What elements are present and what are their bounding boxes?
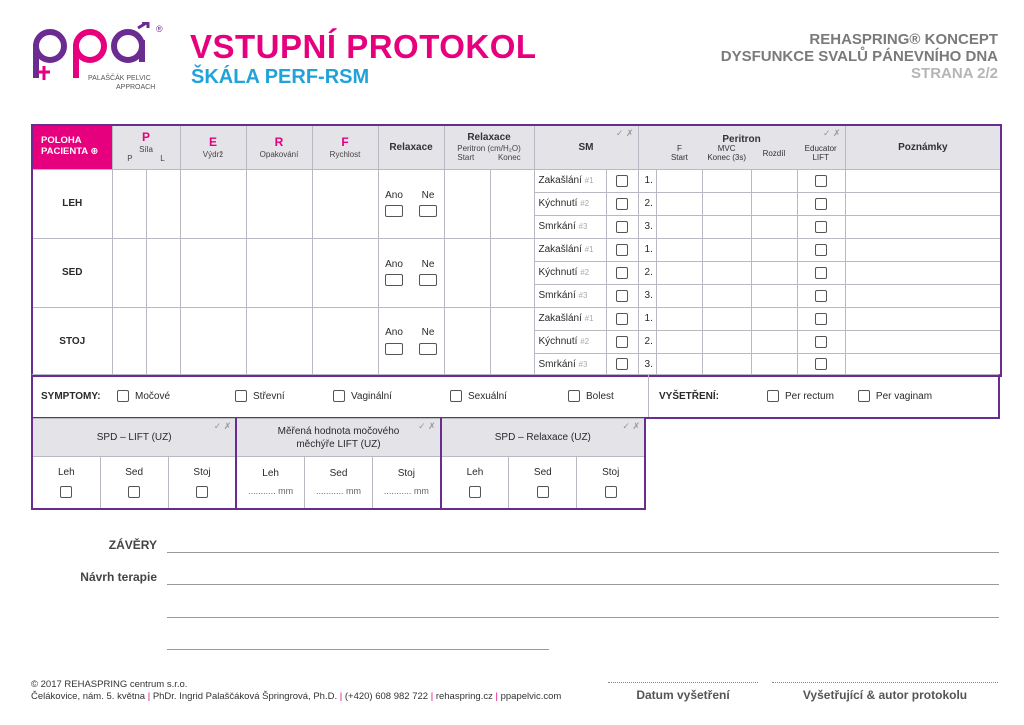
symptom-checkbox[interactable]: [235, 390, 247, 402]
peritron-rozdil-cell[interactable]: [751, 192, 797, 215]
peritron-rozdil-cell[interactable]: [751, 284, 797, 307]
educator-checkbox[interactable]: [815, 175, 827, 187]
notes-cell[interactable]: [845, 261, 1001, 284]
uz-cell: Stoj: [577, 457, 645, 509]
row-index: 1.: [638, 238, 656, 261]
peritron-mvc-cell[interactable]: [702, 192, 751, 215]
uz-cell: Sed ........... mm: [304, 457, 372, 509]
position-cell: STOJ: [32, 307, 112, 376]
sm-item-label: Smrkání #3: [534, 353, 606, 376]
educator-checkbox[interactable]: [815, 313, 827, 325]
sm-checkbox[interactable]: [616, 244, 628, 256]
peritron-f-cell[interactable]: [656, 330, 702, 353]
therapy-line-3[interactable]: [167, 649, 549, 650]
r-cell[interactable]: [246, 307, 312, 376]
row-index: 3.: [638, 215, 656, 238]
sm-checkbox[interactable]: [616, 198, 628, 210]
educator-checkbox[interactable]: [815, 290, 827, 302]
r-cell[interactable]: [246, 238, 312, 307]
sm-item-label: Smrkání #3: [534, 215, 606, 238]
sm-item-label: Kýchnutí #2: [534, 330, 606, 353]
p-left[interactable]: [112, 169, 146, 238]
page-subtitle: ŠKÁLA PERF-RSM: [191, 66, 370, 88]
header-topic: DYSFUNKCE SVALŮ PÁNEVNÍHO DNA: [720, 48, 998, 65]
relaxace-peritron-header: Relaxace Peritron (cm/H₂O) Start Konec: [444, 125, 534, 169]
educator-cell: [797, 215, 845, 238]
uz-cell: Stoj ........... mm: [373, 457, 441, 509]
footer-contacts: Čelákovice, nám. 5. května | PhDr. Ingrid Palaščáková Špringrová, Ph.D. | (+420) 608 982 722 | rehaspring.cz | ppapelvic.com: [31, 691, 562, 702]
e-cell[interactable]: [180, 238, 246, 307]
peritron-rozdil-cell[interactable]: [751, 169, 797, 192]
peritron-mvc-cell[interactable]: [702, 169, 751, 192]
f-cell[interactable]: [312, 307, 378, 376]
p-left[interactable]: [112, 307, 146, 376]
peritron-mvc-cell[interactable]: [702, 353, 751, 376]
symptoms-section: [33, 375, 648, 417]
logo-line2: APPROACH: [116, 84, 156, 91]
relaxace-cell: Ano Ne: [378, 307, 444, 376]
educator-checkbox[interactable]: [815, 221, 827, 233]
mm-field[interactable]: ........... mm: [383, 486, 429, 497]
sm-item-label: Zakašlání #1: [534, 238, 606, 261]
uz-cell: Sed: [509, 457, 577, 509]
symptom-checkbox[interactable]: [568, 390, 580, 402]
symptom-checkbox[interactable]: [450, 390, 462, 402]
therapy-line-1[interactable]: [167, 584, 999, 585]
sm-checkbox-cell: [606, 169, 638, 192]
relax-konec-cell[interactable]: [490, 307, 534, 376]
peritron-f-cell[interactable]: [656, 169, 702, 192]
position-cell: SED: [32, 238, 112, 307]
symptom-checkbox[interactable]: [333, 390, 345, 402]
therapy-label: Návrh terapie: [80, 570, 157, 584]
notes-cell[interactable]: [845, 330, 1001, 353]
r-header: R Opakování: [246, 125, 312, 169]
educator-checkbox[interactable]: [815, 198, 827, 210]
exam-option[interactable]: Per vaginam: [858, 390, 932, 402]
sm-item-label: Zakašlání #1: [534, 169, 606, 192]
uz-cell: Leh: [32, 457, 100, 509]
bladder-header: Měřená hodnota močového měchýře LIFT (UZ) ✓ ✗: [236, 419, 440, 457]
relaxace-ne-checkbox[interactable]: [419, 343, 437, 355]
notes-cell[interactable]: [845, 169, 1001, 192]
p-right[interactable]: [146, 169, 180, 238]
sm-item-label: Zakašlání #1: [534, 307, 606, 330]
peritron-mvc-cell[interactable]: [702, 215, 751, 238]
p-header: P Síla P L: [112, 125, 180, 169]
symptoms-label: SYMPTOMY:: [41, 390, 101, 402]
row-index: 2.: [638, 192, 656, 215]
sm-checkbox-cell: [606, 284, 638, 307]
notes-cell[interactable]: [845, 192, 1001, 215]
e-cell[interactable]: [180, 169, 246, 238]
educator-checkbox[interactable]: [815, 244, 827, 256]
sm-checkbox-cell: [606, 238, 638, 261]
uz-checkbox[interactable]: [537, 486, 549, 498]
sm-checkbox[interactable]: [616, 313, 628, 325]
uz-cell: Leh: [441, 457, 509, 509]
notes-cell[interactable]: [845, 215, 1001, 238]
uz-checkbox[interactable]: [196, 486, 208, 498]
notes-cell[interactable]: [845, 307, 1001, 330]
sm-item-label: Kýchnutí #2: [534, 192, 606, 215]
relaxace-cell: Ano Ne: [378, 238, 444, 307]
footer-copyright: © 2017 REHASPRING centrum s.r.o.: [31, 679, 188, 690]
peritron-header: ✓ ✗ Peritron F Start MVC Konec (3s) Rozdíl Educator LIFT: [638, 125, 845, 169]
symptom-option[interactable]: Vaginální: [333, 390, 450, 402]
uz-checkbox[interactable]: [128, 486, 140, 498]
position-header: POLOHA PACIENTA ⊕: [32, 125, 112, 169]
sm-checkbox[interactable]: [616, 290, 628, 302]
educator-cell: [797, 284, 845, 307]
educator-cell: [797, 330, 845, 353]
position-cell: LEH: [32, 169, 112, 238]
uz-cell: Sed: [100, 457, 168, 509]
therapy-line-2[interactable]: [167, 617, 999, 618]
sm-checkbox[interactable]: [616, 175, 628, 187]
symptoms-row: [31, 374, 1000, 419]
row-index: 2.: [638, 330, 656, 353]
ultrasound-table: [31, 418, 646, 510]
educator-cell: [797, 238, 845, 261]
sm-checkbox-cell: [606, 353, 638, 376]
sm-checkbox[interactable]: [616, 267, 628, 279]
educator-checkbox[interactable]: [815, 336, 827, 348]
conclusions-line[interactable]: [167, 552, 999, 553]
peritron-rozdil-cell[interactable]: [751, 307, 797, 330]
date-label: Datum vyšetření: [636, 688, 730, 702]
relaxace-ne-checkbox[interactable]: [419, 205, 437, 217]
peritron-rozdil-cell[interactable]: [751, 330, 797, 353]
conclusions-label: ZÁVĚRY: [108, 538, 157, 552]
relaxace-ano-checkbox[interactable]: [385, 343, 403, 355]
relax-konec-cell[interactable]: [490, 238, 534, 307]
sm-checkbox-cell: [606, 261, 638, 284]
spd-lift-header: SPD – LIFT (UZ) ✓ ✗: [32, 419, 236, 457]
peritron-rozdil-cell[interactable]: [751, 261, 797, 284]
uz-checkbox[interactable]: [605, 486, 617, 498]
relaxace-header: Relaxace: [378, 125, 444, 169]
examiner-signature-line[interactable]: [772, 682, 998, 683]
p-right[interactable]: [146, 307, 180, 376]
row-index: 1.: [638, 307, 656, 330]
peritron-f-cell[interactable]: [656, 307, 702, 330]
peritron-f-cell[interactable]: [656, 192, 702, 215]
symptom-option[interactable]: Sexuální: [450, 390, 568, 402]
peritron-f-cell[interactable]: [656, 353, 702, 376]
peritron-rozdil-cell[interactable]: [751, 215, 797, 238]
check-cross-icon: ✓ ✗: [622, 421, 640, 431]
relax-konec-cell[interactable]: [490, 169, 534, 238]
row-index: 1.: [638, 169, 656, 192]
sm-checkbox[interactable]: [616, 358, 628, 370]
relaxace-cell: Ano Ne: [378, 169, 444, 238]
peritron-mvc-cell[interactable]: [702, 261, 751, 284]
relaxace-ne-checkbox[interactable]: [419, 274, 437, 286]
header-page-number: STRANA 2/2: [911, 65, 998, 82]
peritron-mvc-cell[interactable]: [702, 284, 751, 307]
row-index: 2.: [638, 261, 656, 284]
row-index: 3.: [638, 353, 656, 376]
f-cell[interactable]: [312, 238, 378, 307]
uz-cell: Stoj: [168, 457, 236, 509]
peritron-f-cell[interactable]: [656, 261, 702, 284]
relax-start-cell[interactable]: [444, 169, 490, 238]
peritron-f-cell[interactable]: [656, 215, 702, 238]
sm-item-label: Kýchnutí #2: [534, 261, 606, 284]
educator-cell: [797, 307, 845, 330]
exam-label: VYŠETŘENÍ:: [659, 390, 720, 402]
notes-cell[interactable]: [845, 284, 1001, 307]
sm-checkbox[interactable]: [616, 336, 628, 348]
notes-cell[interactable]: [845, 353, 1001, 376]
check-cross-icon: ✓ ✗: [213, 421, 232, 431]
symptom-option[interactable]: Bolest: [568, 390, 648, 402]
educator-checkbox[interactable]: [815, 358, 827, 370]
check-cross-icon: ✓ ✗: [822, 128, 841, 138]
date-signature-line[interactable]: [608, 682, 758, 683]
relax-start-cell[interactable]: [444, 238, 490, 307]
f-header: F Rychlost: [312, 125, 378, 169]
sm-checkbox-cell: [606, 330, 638, 353]
peritron-rozdil-cell[interactable]: [751, 353, 797, 376]
relaxace-ano-checkbox[interactable]: [385, 205, 403, 217]
mm-field[interactable]: ........... mm: [315, 486, 361, 497]
symptom-option[interactable]: Močové: [117, 390, 235, 402]
r-cell[interactable]: [246, 169, 312, 238]
e-header: E Výdrž: [180, 125, 246, 169]
sm-checkbox-cell: [606, 192, 638, 215]
registered-mark: ®: [156, 24, 163, 34]
page-title: VSTUPNÍ PROTOKOL: [190, 28, 537, 65]
sm-checkbox-cell: [606, 307, 638, 330]
exam-checkbox[interactable]: [767, 390, 779, 402]
mm-field[interactable]: ........... mm: [248, 486, 294, 497]
peritron-mvc-cell[interactable]: [702, 238, 751, 261]
educator-cell: [797, 192, 845, 215]
exam-checkbox[interactable]: [858, 390, 870, 402]
p-left[interactable]: [112, 238, 146, 307]
exam-option[interactable]: Per rectum: [767, 390, 834, 402]
row-index: 3.: [638, 284, 656, 307]
header-concept: REHASPRING® KONCEPT: [809, 31, 998, 48]
peritron-f-cell[interactable]: [656, 284, 702, 307]
spd-relax-header: SPD – Relaxace (UZ) ✓ ✗: [441, 419, 645, 457]
symptom-checkbox[interactable]: [117, 390, 129, 402]
e-cell[interactable]: [180, 307, 246, 376]
notes-header: Poznámky: [845, 125, 1001, 169]
educator-checkbox[interactable]: [815, 267, 827, 279]
notes-cell[interactable]: [845, 238, 1001, 261]
logo-line1: PALAŠČÁK PELVIC: [88, 75, 151, 82]
educator-cell: [797, 261, 845, 284]
relax-start-cell[interactable]: [444, 307, 490, 376]
peritron-mvc-cell[interactable]: [702, 307, 751, 330]
peritron-f-cell[interactable]: [656, 238, 702, 261]
exam-section: [648, 375, 998, 417]
symptom-option[interactable]: Střevní: [235, 390, 333, 402]
perf-table: [31, 124, 1002, 377]
sm-header: SM ✓ ✗: [534, 125, 638, 169]
sm-checkbox[interactable]: [616, 221, 628, 233]
sm-item-label: Smrkání #3: [534, 284, 606, 307]
uz-checkbox[interactable]: [60, 486, 72, 498]
sm-checkbox-cell: [606, 215, 638, 238]
peritron-mvc-cell[interactable]: [702, 330, 751, 353]
peritron-rozdil-cell[interactable]: [751, 238, 797, 261]
f-cell[interactable]: [312, 169, 378, 238]
uz-cell: Leh ........... mm: [236, 457, 304, 509]
ppa-logo: [28, 22, 163, 102]
educator-cell: [797, 353, 845, 376]
check-cross-icon: ✓ ✗: [418, 421, 436, 431]
examiner-label: Vyšetřující & autor protokolu: [802, 688, 968, 702]
educator-cell: [797, 169, 845, 192]
p-right[interactable]: [146, 238, 180, 307]
uz-checkbox[interactable]: [469, 486, 481, 498]
check-cross-icon: ✓ ✗: [615, 128, 634, 138]
relaxace-ano-checkbox[interactable]: [385, 274, 403, 286]
